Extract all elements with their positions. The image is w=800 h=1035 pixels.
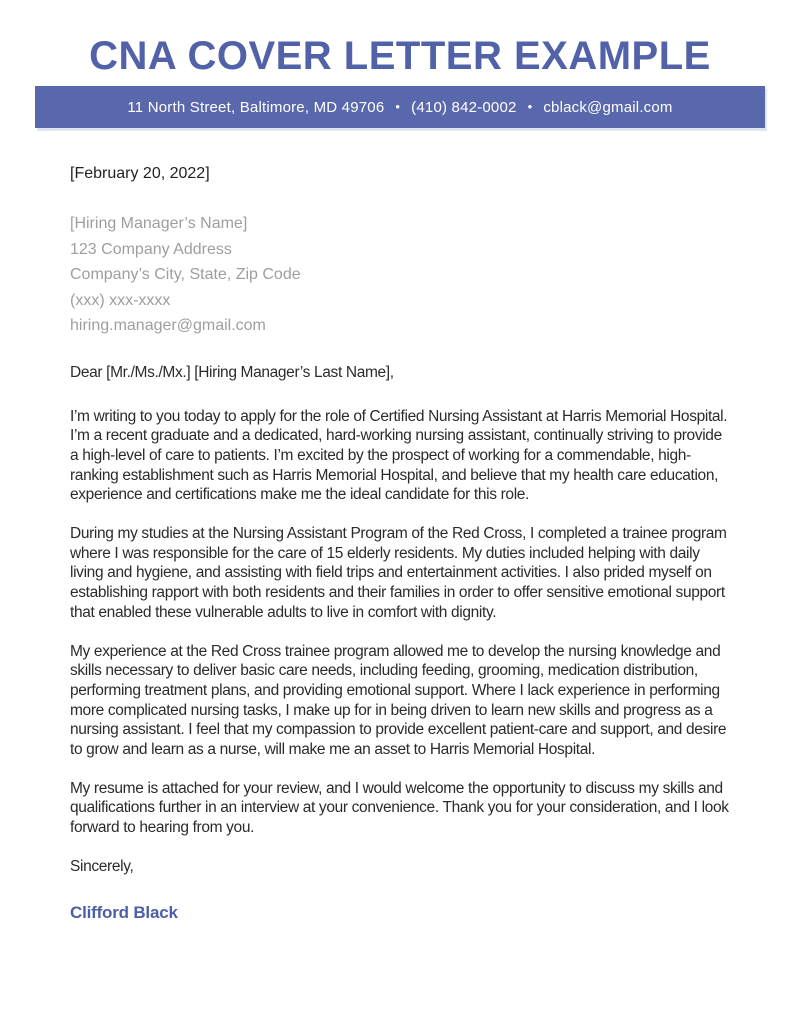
greeting-line: Dear [Mr./Ms./Mx.] [Hiring Manager’s Last Name], <box>70 363 394 381</box>
recipient-city-state-zip: Company’s City, State, Zip Code <box>70 266 301 283</box>
contact-address: 11 North Street, Baltimore, MD 49706 <box>127 98 385 116</box>
page-header <box>0 0 800 128</box>
body-paragraph: During my studies at the Nursing Assistant Program of the Red Cross, I completed a trainee program where I was responsible for the care of 15 elderly residents. My duties included helping with daily living and hygiene, and assisting with field trips and entertainment activities. I also prided myself on establishing rapport with both residents and their families in order to offer sensitive emotional support that enabled these vulnerable adults to live in comfort with dignity. <box>70 525 727 621</box>
closing-line: Sincerely, <box>70 857 134 875</box>
recipient-email: hiring.manager@gmail.com <box>70 317 266 334</box>
signature-name: Clifford Black <box>70 902 178 922</box>
date-line: [February 20, 2022] <box>70 165 210 182</box>
body-paragraph: I’m writing to you today to apply for the role of Certified Nursing Assistant at Harris Memorial Hospital. I’m a recent graduate and a dedicated, hard-working nursing assistant, continually striving to provide a high-level of care to patients. I’m excited by the prospect of working for a commendable, high-ranking establishment such as Harris Memorial Hospital, and believe that my health care education, experience and certifications make me the ideal candidate for this role. <box>70 407 728 504</box>
recipient-block <box>70 211 732 339</box>
body-paragraph: My experience at the Red Cross trainee program allowed me to develop the nursing knowledge and skills necessary to deliver basic care needs, including feeding, grooming, medication distribution, performing treatment plans, and providing emotional support. Where I lack experience in performing more complicated nursing tasks, I make up for in being driven to learn new skills and progress as a nursing assistant. I feel that my compassion to provide excellent patient-care and support, and desire to grow and learn as a nurse, will make me an asset to Harris Memorial Hospital. <box>70 642 727 759</box>
dot-separator-icon: • <box>395 98 401 114</box>
recipient-address: 123 Company Address <box>70 240 232 258</box>
dot-separator-icon: • <box>527 98 533 114</box>
letter-body <box>70 164 732 923</box>
contact-phone: (410) 842-0002 <box>411 98 517 116</box>
page-title: CNA COVER LETTER EXAMPLE <box>89 34 711 78</box>
contact-band <box>35 86 765 128</box>
contact-email: cblack@gmail.com <box>543 98 673 116</box>
letter-paragraphs <box>70 407 732 838</box>
body-paragraph: My resume is attached for your review, and I would welcome the opportunity to discuss my skills and qualifications further in an interview at your convenience. Thank you for your consideration, and I look forward to hearing from you. <box>70 779 729 837</box>
recipient-phone: (xxx) xxx-xxxx <box>70 291 171 309</box>
recipient-name: [Hiring Manager’s Name] <box>70 215 248 232</box>
